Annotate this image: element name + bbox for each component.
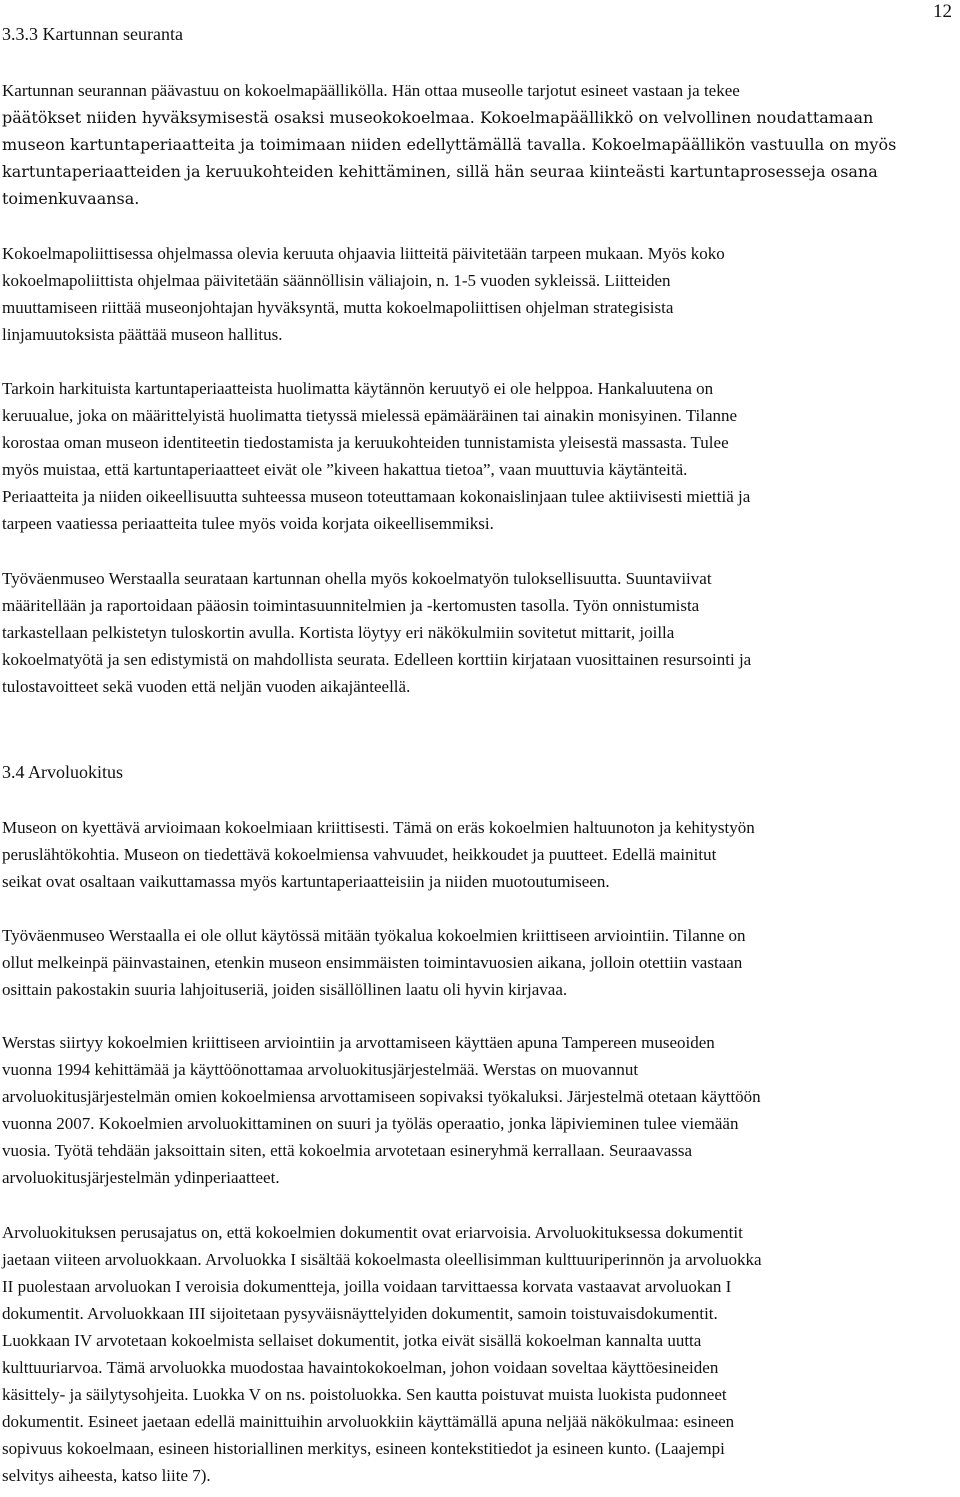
paragraph-kokoelmapoliittisessa bbox=[2, 240, 954, 348]
text-line: vuosia. Työtä tehdään jaksoittain siten, että kokoelmia arvotetaan esineryhmä kerrallaan. Seuraavassa bbox=[2, 1141, 693, 1160]
text-line: Museon on kyettävä arvioimaan kokoelmiaan kriittisesti. Tämä on eräs kokoelmien haltuunoton ja kehitystyön bbox=[2, 818, 755, 837]
text-line: arvoluokitusjärjestelmän ydinperiaatteet. bbox=[2, 1168, 280, 1187]
text-line: osittain pakostakin suuria lahjoituseriä, joiden sisällöllinen laatu oli hyvin kirjavaa. bbox=[2, 980, 568, 999]
text-line: tarkastellaan pelkistetyn tuloskortin avulla. Kortista löytyy eri näkökulmiin sovitetut mittarit, joilla bbox=[2, 623, 675, 642]
text-line: sopivuus kokoelmaan, esineen historiallinen merkitys, esineen kontekstitiedot ja esineen kunto. (Laajempi bbox=[2, 1439, 725, 1458]
page-number: 12 bbox=[933, 1, 952, 22]
text-line: linjamuutoksista päättää museon hallitus. bbox=[2, 325, 283, 344]
text-line: Werstas siirtyy kokoelmien kriittiseen arviointiin ja arvottamiseen käyttäen apuna Tampereen museoiden bbox=[2, 1033, 715, 1052]
text-line: kartuntaperiaatteiden ja keruukohteiden kehittäminen, sillä hän seuraa kiinteästi kartuntaprosesseja osana bbox=[2, 162, 878, 181]
text-line: selvitys aiheesta, katso liite 7). bbox=[2, 1466, 211, 1485]
text-line: Luokkaan IV arvotetaan kokoelmista sellaiset dokumentit, jotka eivät sisällä kokoelman kannalta uutta bbox=[2, 1331, 702, 1350]
text-line: vuonna 2007. Kokoelmien arvoluokittaminen on suuri ja työläs operaatio, jonka läpivieminen tulee viemään bbox=[2, 1114, 739, 1133]
text-line: keruualue, joka on määrittelyistä huolimatta tietyssä mielessä epämääräinen tai ainakin monisyinen. Tilanne bbox=[2, 406, 738, 425]
text-line: Kartunnan seurannan päävastuu on kokoelmapäällikölla. Hän ottaa museolle tarjotut esineet vastaan ja tekee bbox=[2, 81, 740, 100]
text-line: II puolestaan arvoluokan I veroisia dokumentteja, joilla voidaan tarvittaessa korvata vastaavat arvoluokan I bbox=[2, 1277, 732, 1296]
text-line: seikat ovat osaltaan vaikuttamassa myös kartuntaperiaatteisiin ja niiden muotoutumiseen. bbox=[2, 872, 610, 891]
text-line: tulostavoitteet sekä vuoden että neljän vuoden aikajänteellä. bbox=[2, 677, 411, 696]
text-line: ollut melkeinpä päinvastainen, etenkin museon ensimmäisten toimintavuosien aikana, jolloin otettiin vastaan bbox=[2, 953, 743, 972]
text-line: kokoelmatyötä ja sen edistymistä on mahdollista seurata. Edelleen korttiin kirjataan vuosittainen resursointi ja bbox=[2, 650, 752, 669]
text-line: vuonna 1994 kehittämää ja käyttöönottamaa arvoluokitusjärjestelmää. Werstas on muovannut bbox=[2, 1060, 639, 1079]
text-line: Työväenmuseo Werstaalla ei ole ollut käytössä mitään työkalua kokoelmien kriittiseen arviointiin. Tilanne on bbox=[2, 926, 746, 945]
paragraph-tyovaenmuseo-seuranta bbox=[2, 565, 954, 700]
section-heading-333: 3.3.3 Kartunnan seuranta bbox=[2, 24, 183, 44]
text-line: Arvoluokituksen perusajatus on, että kokoelmien dokumentit ovat eriarvoisia. Arvoluokituksessa dokumentit bbox=[2, 1223, 743, 1242]
paragraph-tarkoin-harkituista bbox=[2, 375, 954, 537]
text-line: dokumentit. Arvoluokkaan III sijoitetaan pysyväisnäyttelyiden dokumentit, samoin toistuvaisdokumentit. bbox=[2, 1304, 718, 1323]
text-line: korostaa oman museon identiteetin tiedostamista ja keruukohteiden tunnistamista yleisestä massasta. Tulee bbox=[2, 433, 729, 452]
text-line: kulttuuriarvoa. Tämä arvoluokka muodostaa havaintokokoelman, johon voidaan soveltaa käyttöesineiden bbox=[2, 1358, 719, 1377]
paragraph-kartunnan-seurannan bbox=[2, 77, 954, 212]
text-line: käsittely- ja säilytysohjeita. Luokka V on ns. poistoluokka. Sen kautta poistuvat muista luokista pudonneet bbox=[2, 1385, 727, 1404]
paragraph-werstas-siirtyy bbox=[2, 1029, 954, 1191]
text-line: museon kartuntaperiaatteita ja toimimaan niiden edellyttämällä tavalla. Kokoelmapäällikön vastuulla on myös bbox=[2, 135, 897, 154]
text-line: määritellään ja raportoidaan pääosin toimintasuunnitelmien ja -kertomusten tasolla. Työn onnistumista bbox=[2, 596, 700, 615]
text-line: toimenkuvaansa. bbox=[2, 189, 140, 208]
text-line: peruslähtökohtia. Museon on tiedettävä kokoelmiensa vahvuudet, heikkoudet ja puutteet. Edellä mainitut bbox=[2, 845, 717, 864]
paragraph-arvoluokituksen-perusajatus bbox=[2, 1219, 954, 1489]
text-line: Tarkoin harkituista kartuntaperiaatteista huolimatta käytännön keruutyö ei ole helppoa. Hankaluutena on bbox=[2, 379, 714, 398]
section-heading-34: 3.4 Arvoluokitus bbox=[2, 762, 124, 782]
text-line: muuttamiseen riittää museonjohtajan hyväksyntä, mutta kokoelmapoliittisen ohjelman strategisista bbox=[2, 298, 674, 317]
text-line: tarpeen vaatiessa periaatteita tulee myös voida korjata oikeellisemmiksi. bbox=[2, 514, 494, 533]
text-line: myös muistaa, että kartuntaperiaatteet eivät ole ”kiveen hakattua tietoa”, vaan muuttuvia käytänteitä. bbox=[2, 460, 688, 479]
text-line: Kokoelmapoliittisessa ohjelmassa olevia keruuta ohjaavia liitteitä päivitetään tarpeen mukaan. Myös koko bbox=[2, 244, 725, 263]
paragraph-museon-on-kyettava bbox=[2, 814, 954, 895]
text-line: päätökset niiden hyväksymisestä osaksi museokokoelmaa. Kokoelmapäällikkö on velvollinen noudattamaan bbox=[2, 108, 874, 127]
text-line: jaetaan viiteen arvoluokkaan. Arvoluokka I sisältää kokoelmasta oleellisimman kulttuuriperinnön ja arvoluokka bbox=[2, 1250, 762, 1269]
paragraph-ei-ole-ollut-kaytossa bbox=[2, 922, 954, 1003]
text-line: Periaatteita ja niiden oikeellisuutta suhteessa museon toteuttamaan kokonaislinjaan tulee aktiivisesti miettiä ja bbox=[2, 487, 751, 506]
text-line: Työväenmuseo Werstaalla seurataan kartunnan ohella myös kokoelmatyön tuloksellisuutta. Suuntaviivat bbox=[2, 569, 712, 588]
text-line: kokoelmapoliittista ohjelmaa päivitetään säännöllisin väliajoin, n. 1-5 vuoden sykleissä. Liitteiden bbox=[2, 271, 671, 290]
text-line: arvoluokitusjärjestelmän omien kokoelmiensa arvottamiseen sopivaksi työkaluksi. Järjestelmä otetaan käyttöön bbox=[2, 1087, 761, 1106]
text-line: dokumentit. Esineet jaetaan edellä mainittuihin arvoluokkiin käyttämällä apuna neljää näkökulmaa: esineen bbox=[2, 1412, 735, 1431]
